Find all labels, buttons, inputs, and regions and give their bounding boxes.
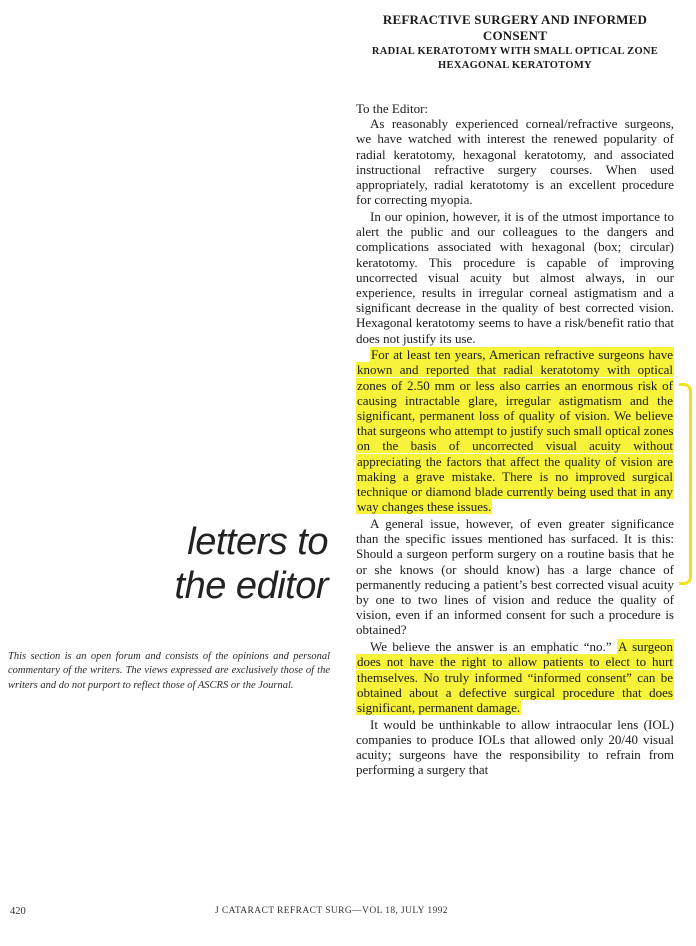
paragraph-3 (356, 347, 674, 514)
letter-column (356, 12, 674, 779)
paragraph-4: A general issue, however, of even greater significance than the specific issues mentioned has surfaced. It is this: Should a surgeon perform surgery on a routine basis that he or she knows (or should know) has a large chance of permanently reducing a patient’s best corrected visual acuity by one to two lines of vision and reduce the quality of vision, even if an informed consent for such a procedure is obtained? (356, 515, 674, 638)
journal-footer: J CATARACT REFRACT SURG—VOL 18, JULY 1992 (215, 906, 448, 916)
section-title-line-2: the editor (174, 565, 328, 607)
page-number: 420 (10, 906, 26, 917)
highlighted-passage-2: A surgeon does not have the right to allow patients to elect to hurt themselves. No truly informed “informed consent” can be obtained about a defective surgical procedure that does significant, permanent damage. (357, 639, 673, 715)
highlighted-passage-1: For at least ten years, American refractive surgeons have known and reported that radial keratotomy with optical zones of 2.50 mm or less also carries an enormous risk of causing intractable glare, irregular astigmatism and the significant, permanent loss of quality of vision. We believe that surgeons who attempt to justify such small optical zones on the basis of uncorrected visual acuity without appreciating the factors that affect the quality of vision are making a grave mistake. There is no improved surgical technique or diamond blade currently being used that in any way changes these issues. (357, 347, 674, 515)
article-subtitle: RADIAL KERATOTOMY WITH SMALL OPTICAL ZONE HEXAGONAL KERATOTOMY (371, 46, 659, 71)
paragraph-5 (356, 639, 674, 715)
section-title-line-1: letters to (187, 521, 328, 563)
paragraph-1: As reasonably experienced corneal/refractive surgeons, we have watched with interest the renewed popularity of radial keratotomy, hexagonal keratotomy, and associated instructional refractive surgery courses. When used appropriately, radial keratotomy is an excellent procedure for correcting myopia. (356, 116, 674, 208)
section-title (128, 520, 328, 608)
paragraph-6: It would be unthinkable to allow intraocular lens (IOL) companies to produce IOLs that allowed only 20/40 visual acuity; surgeons have the responsibility to refrain from performing a surgery that (356, 716, 674, 778)
paragraph-5-lead: We believe the answer is an emphatic “no.” (370, 639, 612, 655)
paragraph-2: In our opinion, however, it is of the utmost importance to alert the public and our colleagues to the dangers and complications associated with hexagonal (box; circular) keratotomy. This procedure is capable of improving uncorrected visual acuity but almost always, in our experience, results in irregular corneal astigmatism and a significant decrease in the quality of best corrected vision. Hexagonal keratotomy seems to have a risk/benefit ratio that does not justify its use. (356, 208, 674, 346)
section-disclaimer: This section is an open forum and consists of the opinions and personal commentary of the writers. The views expressed are exclusively those of the writers and do not purport to reflect those of ASCRS or the Journal. (8, 651, 330, 691)
highlight-bracket-mark (679, 383, 692, 585)
article-title: REFRACTIVE SURGERY AND INFORMED CONSENT (382, 12, 648, 43)
salutation: To the Editor: (356, 101, 429, 116)
